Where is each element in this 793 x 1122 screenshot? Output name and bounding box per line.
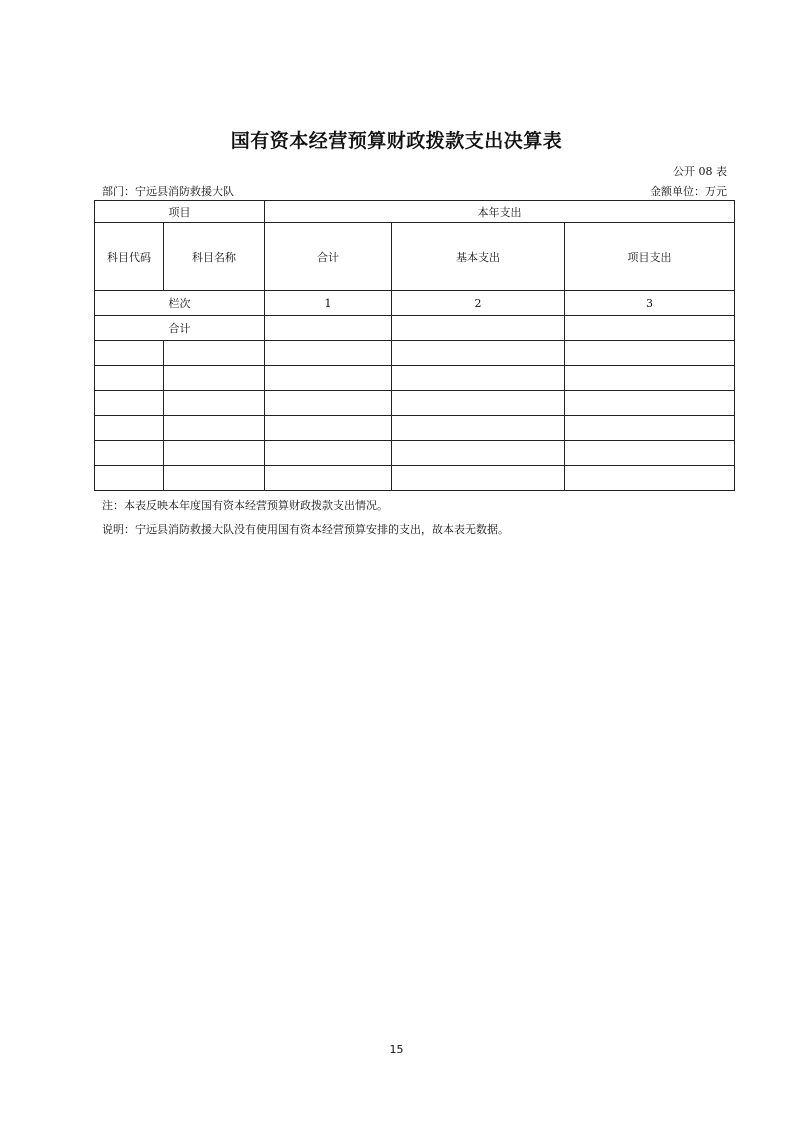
table-cell xyxy=(95,441,164,466)
index-2: 2 xyxy=(392,291,565,316)
table-cell xyxy=(392,391,565,416)
table-note: 注：本表反映本年度国有资本经营预算财政拨款支出情况。 xyxy=(102,499,388,512)
table-cell xyxy=(164,441,265,466)
page-title: 国有资本经营预算财政拨款支出决算表 xyxy=(230,130,563,152)
form-number: 公开 08 表 xyxy=(673,165,727,178)
col-total: 合计 xyxy=(265,223,392,291)
table-column-row xyxy=(95,223,735,291)
table-cell xyxy=(265,441,392,466)
header-year-expense: 本年支出 xyxy=(265,201,735,223)
table-row xyxy=(95,416,735,441)
table-cell xyxy=(95,366,164,391)
total-cell xyxy=(265,316,392,341)
table-cell xyxy=(565,341,735,366)
col-name: 科目名称 xyxy=(164,223,265,291)
table-cell xyxy=(95,416,164,441)
table-cell xyxy=(164,466,265,491)
table-cell xyxy=(265,341,392,366)
table-cell xyxy=(164,366,265,391)
table-cell xyxy=(565,441,735,466)
table-cell xyxy=(164,416,265,441)
table-cell xyxy=(392,366,565,391)
page-number: 15 xyxy=(389,1043,404,1056)
department-label: 部门：宁远县消防救援大队 xyxy=(102,185,234,198)
table-cell xyxy=(565,366,735,391)
table-row xyxy=(95,341,735,366)
table-cell xyxy=(265,466,392,491)
header-item: 项目 xyxy=(95,201,265,223)
total-basic-cell xyxy=(392,316,565,341)
col-project: 项目支出 xyxy=(565,223,735,291)
table-index-row xyxy=(95,291,735,316)
table-row xyxy=(95,366,735,391)
index-3: 3 xyxy=(565,291,735,316)
table-row xyxy=(95,391,735,416)
col-basic: 基本支出 xyxy=(392,223,565,291)
table-cell xyxy=(392,441,565,466)
index-1: 1 xyxy=(265,291,392,316)
table-cell xyxy=(95,341,164,366)
table-cell xyxy=(164,391,265,416)
table-cell xyxy=(392,416,565,441)
table-explanation: 说明：宁远县消防救援大队没有使用国有资本经营预算安排的支出，故本表无数据。 xyxy=(102,523,509,536)
row-total-label: 合计 xyxy=(95,316,265,341)
table-cell xyxy=(265,366,392,391)
table-row xyxy=(95,441,735,466)
table-cell xyxy=(565,391,735,416)
table-cell xyxy=(95,391,164,416)
table-cell xyxy=(565,416,735,441)
table-cell xyxy=(565,466,735,491)
table-cell xyxy=(265,416,392,441)
table-cell xyxy=(95,466,164,491)
table-row xyxy=(95,466,735,491)
table-cell xyxy=(164,341,265,366)
table-cell xyxy=(392,466,565,491)
col-code: 科目代码 xyxy=(95,223,164,291)
table-header-row xyxy=(95,201,735,223)
table-cell xyxy=(265,391,392,416)
table-cell xyxy=(392,341,565,366)
total-project-cell xyxy=(565,316,735,341)
unit-label: 金额单位：万元 xyxy=(650,185,727,198)
table-total-row xyxy=(95,316,735,341)
expense-table xyxy=(94,200,735,491)
row-index-label: 栏次 xyxy=(95,291,265,316)
